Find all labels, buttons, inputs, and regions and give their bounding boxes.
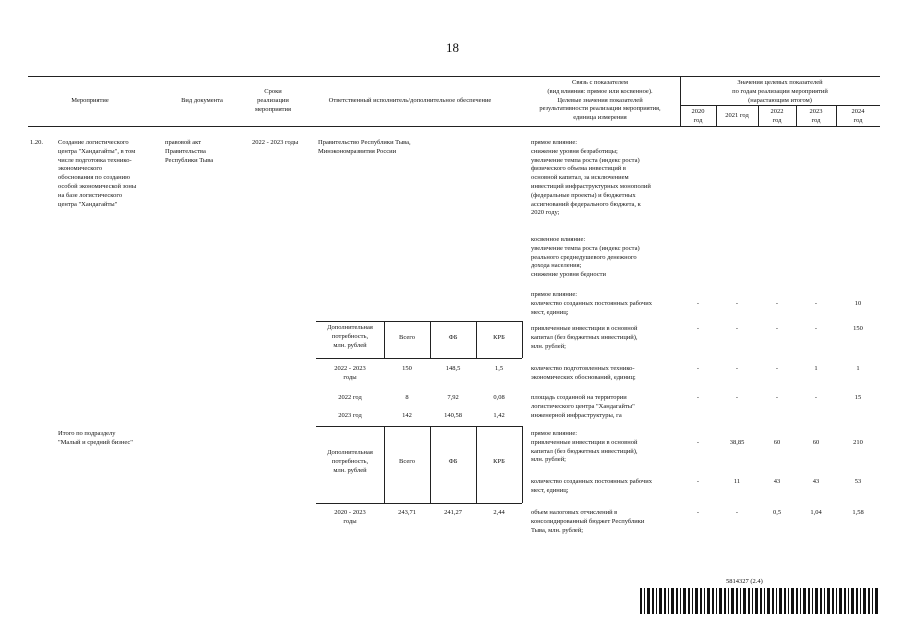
- subtotal-indicator-value: 0,5: [772, 509, 782, 516]
- header-year-2024: 2024 год: [851, 108, 865, 124]
- header-activity: Мероприятие: [71, 97, 109, 104]
- indicator-value: -: [814, 394, 818, 401]
- fin-col-divider: [522, 426, 523, 503]
- fin-krb: 0,08: [493, 394, 505, 401]
- row-terms: 2022 - 2023 годы: [252, 139, 299, 146]
- barcode-image: [640, 588, 880, 614]
- indicator-value: -: [775, 394, 779, 401]
- subtotal-indicator-value: 60: [812, 439, 820, 446]
- fin-period: 2022 - 2023 годы: [334, 365, 366, 381]
- fin-header-krb: КРБ: [493, 334, 505, 341]
- header-year-2023: 2023 год: [809, 108, 823, 124]
- indicator-value: -: [735, 300, 739, 307]
- subtotal-fin-header-rule: [316, 503, 522, 504]
- header-year-2020: 2020 год: [691, 108, 705, 124]
- subtotal-fin-header-krb: КРБ: [493, 458, 505, 465]
- subtotal-indicator-text: количество созданных постоянных рабочих мест, единиц;: [531, 478, 652, 494]
- subtotal-fin-header-total: Всего: [399, 458, 415, 465]
- subtotal-indicator-value: -: [696, 509, 700, 516]
- subtotal-label: Итого по подразделу "Малый и средний бизнес": [58, 430, 133, 446]
- indicator-value: -: [775, 365, 779, 372]
- subtotal-indicator-text: объем налоговых отчислений в консолидированный бюджет Республики Тыва, млн. рублей;: [531, 509, 645, 534]
- fin-header-need: Дополнительная потребность, млн. рублей: [327, 324, 373, 349]
- subtotal-fin-top: [316, 426, 522, 427]
- indicator-value: -: [814, 300, 818, 307]
- header-bottom-rule: [28, 126, 880, 127]
- fin-header-total: Всего: [399, 334, 415, 341]
- header-target-values: Значения целевых показателей по годам реализации мероприятий (нарастающим итогом): [732, 79, 828, 104]
- subtotal-indicator-text: прямое влияние: привлеченные инвестиции в основной капитал (без бюджетных инвестиций), млн. рублей;: [531, 430, 638, 464]
- fin-krb: 1,42: [493, 412, 505, 419]
- subtotal-fin-header-need: Дополнительная потребность, млн. рублей: [327, 449, 373, 474]
- indicator-value: 150: [853, 325, 863, 332]
- barcode-number: 5814327 (2.4): [726, 578, 763, 585]
- subtotal-indicator-value: 43: [812, 478, 820, 485]
- subtotal-indicator-value: -: [696, 478, 700, 485]
- fin-fb: 140,58: [444, 412, 462, 419]
- subtotal-indicator-value: -: [696, 439, 700, 446]
- indicator-value: 15: [854, 394, 862, 401]
- fin-header-fb: ФБ: [448, 334, 458, 341]
- indicator-value: -: [814, 325, 818, 332]
- header-top-rule: [28, 76, 880, 77]
- subtotal-fin-header-fb: ФБ: [448, 458, 458, 465]
- header-year-2021: 2021 год: [725, 112, 749, 119]
- indicator-text: количество подготовленных технико- экономических обоснований, единиц;: [531, 365, 636, 381]
- page-number: 18: [446, 40, 459, 55]
- subtotal-fin-period: 2020 - 2023 годы: [334, 509, 366, 525]
- subtotal-indicator-value: 1,04: [810, 509, 822, 516]
- fin-total: 150: [402, 365, 412, 372]
- row-executor: Правительство Республики Тыва, Минэкономразвития России: [318, 139, 411, 155]
- row-doc-type: правовой акт Правительства Республики Тыва: [165, 139, 214, 164]
- indicator-value: -: [696, 300, 700, 307]
- subtotal-indicator-value: -: [735, 509, 739, 516]
- indicator-value: -: [696, 365, 700, 372]
- indicator-value: 1: [814, 365, 818, 372]
- indicator-text: площадь созданной на территории логистического центра "Хандагайты" инженерной инфраструктуры, га: [531, 394, 635, 419]
- subtotal-indicator-value: 43: [773, 478, 781, 485]
- subtotal-indicator-value: 60: [773, 439, 781, 446]
- fin-total: 8: [405, 394, 409, 401]
- header-year-2022: 2022 год: [770, 108, 784, 124]
- header-executor: Ответственный исполнитель/дополнительное обеспечение: [328, 97, 492, 104]
- fin-period: 2022 год: [338, 394, 362, 401]
- fin-total: 142: [402, 412, 412, 419]
- indicator-value: 10: [854, 300, 862, 307]
- subtotal-fin-fb: 241,27: [444, 509, 462, 516]
- subtotal-fin-krb: 2,44: [493, 509, 505, 516]
- subtotal-indicator-value: 1,58: [852, 509, 864, 516]
- fin-period: 2023 год: [338, 412, 362, 419]
- indicator-text: привлеченные инвестиции в основной капитал (без бюджетных инвестиций), млн. рублей;: [531, 325, 638, 350]
- indicator-value: -: [735, 365, 739, 372]
- fin-fb: 7,92: [447, 394, 459, 401]
- row-direct-effect: прямое влияние: снижение уровня безработицы; увеличение темпа роста (индекс роста) физического объема инвестиций в основной капитал, за исключением инвестиций инфраструктурных монополий (федеральные проекты) и бюджетных ассигнований федерального бюджета, к 2020 году;: [531, 139, 651, 217]
- indicator-value: -: [696, 394, 700, 401]
- row-number: 1.20.: [30, 139, 43, 146]
- indicator-value: -: [775, 300, 779, 307]
- header-indicator-link: Связь с показателем (вид влияния: прямое или косвенное). Целевые значения показателей результативности реализации мероприятия, единица измерения: [539, 79, 661, 122]
- fin-fb: 148,5: [445, 365, 461, 372]
- indicator-value: -: [735, 394, 739, 401]
- indicator-value: -: [735, 325, 739, 332]
- indicator-value: -: [775, 325, 779, 332]
- fin-table-top: [316, 321, 522, 322]
- row-activity: Создание логистического центра "Хандагайты", в том числе подготовка технико- экономического обоснования по созданию особой экономической зоны на базе логистического центра "Хандагайты": [58, 139, 137, 208]
- subtotal-indicator-value: 53: [854, 478, 862, 485]
- indicator-text: прямое влияние: количество созданных постоянных рабочих мест, единиц;: [531, 291, 652, 316]
- subtotal-indicator-value: 11: [733, 478, 741, 485]
- fin-krb: 1,5: [494, 365, 504, 372]
- header-doc-type: Вид документа: [181, 97, 223, 104]
- fin-col-divider: [522, 321, 523, 358]
- indicator-value: -: [696, 325, 700, 332]
- subtotal-indicator-value: 210: [853, 439, 863, 446]
- subtotal-fin-total: 243,71: [398, 509, 416, 516]
- header-terms: Сроки реализации мероприятия: [254, 88, 291, 113]
- fin-table-header-rule: [316, 358, 522, 359]
- subtotal-indicator-value: 38,85: [729, 439, 745, 446]
- row-indirect-effect: косвенное влияние: увеличение темпа роста (индекс роста) реального среднедушевого денежного дохода населения; снижение уровня бедности: [531, 236, 640, 279]
- indicator-value: 1: [856, 365, 860, 372]
